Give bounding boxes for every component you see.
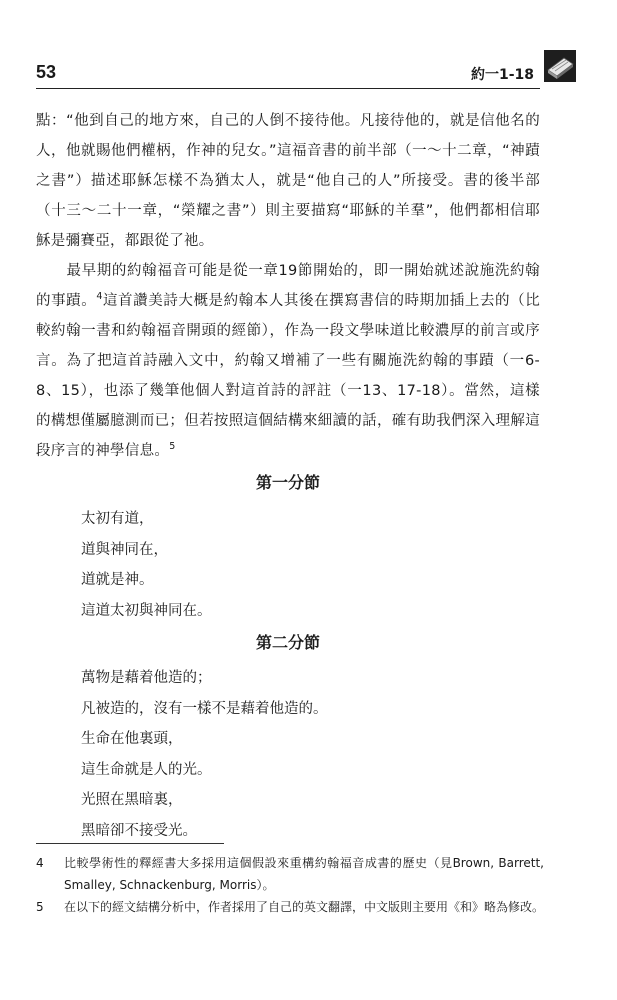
poem-line: 道就是神。	[81, 572, 154, 588]
section-1-poem	[81, 504, 521, 626]
section-title-2: 第二分節	[255, 633, 320, 652]
page-header	[36, 60, 576, 86]
body-text	[36, 106, 540, 466]
footnote-ref-5[interactable]: 5	[169, 441, 176, 452]
paragraph-1-text: 點：“他到自己的地方來，自己的人倒不接待他。凡接待他的，就是信他名的人，他就賜他們權柄，作神的兒女。”這福音書的前半部（一～十二章，“神蹟之書”）描述耶穌怎樣不為猶太人，就是“他自己的人”所接受。書的後半部（十三～二十一章，“榮耀之書”）則主要描寫“耶穌的羊羣”，他們都相信耶穌是彌賽亞，都跟從了祂。	[36, 113, 540, 249]
paragraph-2-text-after: 這首讚美詩大概是約翰本人其後在撰寫書信的時期加插上去的（比較約翰一書和約翰福音開頭的經節），作為一段文學味道比較濃厚的前言或序言。為了把這首詩融入文中，約翰又增補了一些有關施洗約翰的事蹟（一6-8、15），也添了幾筆他個人對這首詩的評註（一13、17-18）。當然，這樣的構想僅屬臆測而已；但若按照這個結構來細讀的話，確有助我們深入理解這段序言的神學信息。	[36, 293, 540, 459]
footnote-number: 4	[36, 856, 44, 870]
poem-line: 生命在他裏頭，	[81, 731, 183, 747]
running-head: 約一1-18	[470, 67, 534, 83]
footnote-item	[36, 896, 544, 918]
page-number: 53	[36, 62, 57, 82]
poem-line: 這道太初與神同在。	[81, 602, 212, 619]
footnotes	[36, 852, 544, 918]
footnote-item	[36, 852, 544, 896]
paragraph-2-text-before: 最早期的約翰福音可能是從一章19節開始的，即一開始就述說施洗約翰的事蹟。	[36, 263, 540, 309]
section-title-1: 第一分節	[255, 473, 320, 492]
footnote-ref-4[interactable]: 4	[96, 291, 103, 302]
footnote-text: 比較學術性的釋經書大多採用這個假設來重構約翰福音成書的歷史（見Brown, Barrett, Smalley, Schnackenburg, Morris）。	[64, 856, 544, 892]
footnote-number: 5	[36, 900, 44, 914]
poem-line: 道與神同在，	[81, 541, 168, 558]
poem-line: 光照在黑暗裏，	[81, 792, 183, 808]
poem-line: 太初有道，	[81, 511, 154, 527]
footnote-text: 在以下的經文結構分析中，作者採用了自己的英文翻譯，中文版則主要用《和》略為修改。	[64, 900, 545, 914]
paragraph-2	[36, 256, 540, 466]
poem-line: 萬物是藉着他造的；	[81, 670, 212, 686]
header-rule	[36, 88, 540, 89]
section-2-poem	[81, 663, 521, 846]
poem-line: 凡被造的，沒有一樣不是藉着他造的。	[81, 700, 328, 717]
book-icon	[544, 50, 576, 82]
paragraph-1	[36, 106, 540, 256]
poem-line: 黑暗卻不接受光。	[81, 822, 197, 839]
footnote-rule	[36, 843, 224, 844]
poem-line: 這生命就是人的光。	[81, 761, 212, 778]
